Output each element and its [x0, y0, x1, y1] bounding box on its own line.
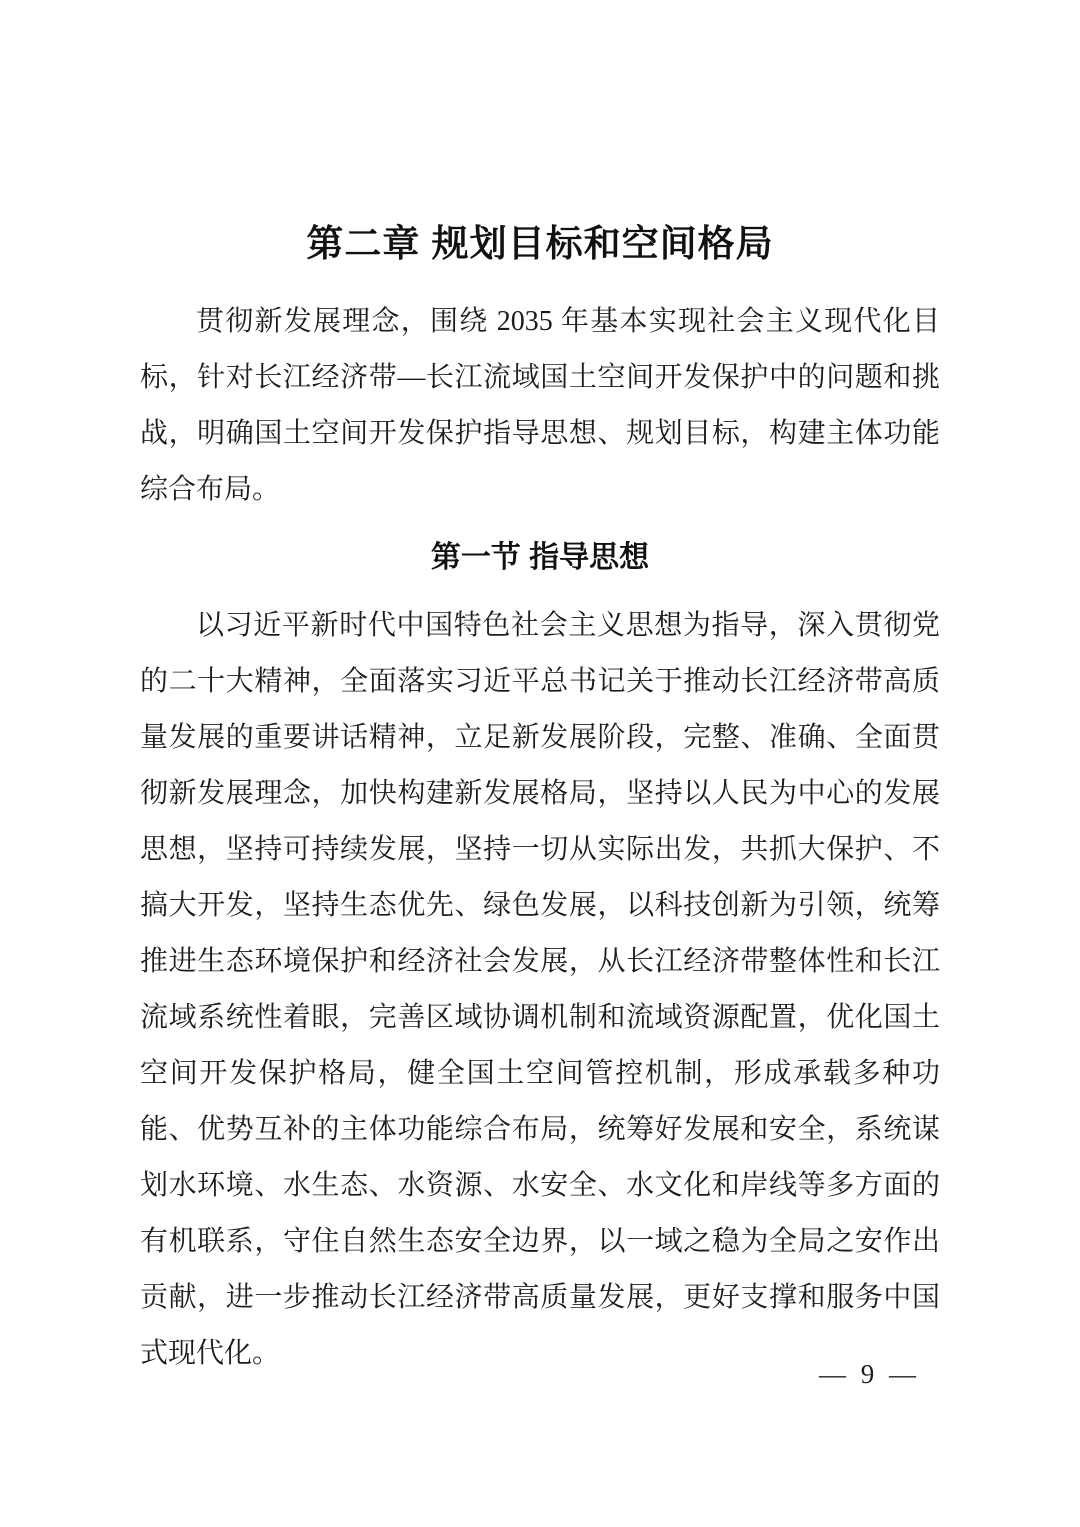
- page-number: — 9 —: [819, 1359, 920, 1389]
- section-title: 第一节 指导思想: [430, 541, 650, 574]
- section-paragraph: 以习近平新时代中国特色社会主义思想为指导，深入贯彻党的二十大精神，全面落实习近平总书记关于推动长江经济带高质量发展的重要讲话精神，立足新发展阶段，完整、准确、全面贯彻新发展理念，加快构建新发展格局，坚持以人民为中心的发展思想，坚持可持续发展，坚持一切从实际出发，共抓大保护、不搞大开发，坚持生态优先、绿色发展，以科技创新为引领，统筹推进生态环境保护和经济社会发展，从长江经济带整体性和长江流域系统性着眼，完善区域协调机制和流域资源配置，优化国土空间开发保护格局，健全国土空间管控机制，形成承载多种功能、优势互补的主体功能综合布局，统筹好发展和安全，系统谋划水环境、水生态、水资源、水安全、水文化和岸线等多方面的有机联系，守住自然生态安全边界，以一域之稳为全局之安作出贡献，进一步推动长江经济带高质量发展，更好支撑和服务中国式现代化。: [140, 610, 940, 1369]
- chapter-title: 第二章 规划目标和空间格局: [306, 223, 774, 264]
- page-content: [140, 0, 940, 1382]
- intro-paragraph: 贯彻新发展理念，围绕 2035 年基本实现社会主义现代化目标，针对长江经济带—长江流域国土空间开发保护中的问题和挑战，明确国土空间开发保护指导思想、规划目标，构建主体功能综合布局。: [140, 306, 940, 505]
